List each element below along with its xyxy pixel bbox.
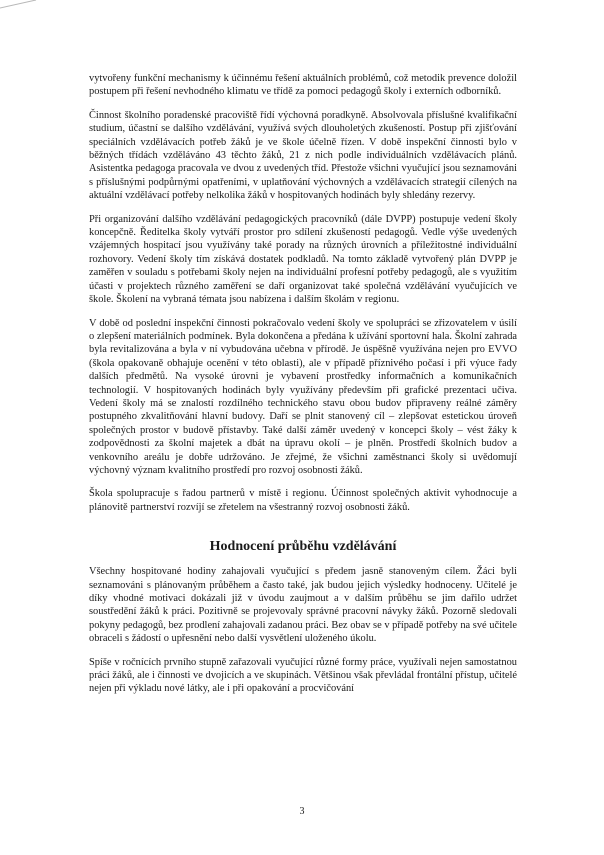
page-number: 3 xyxy=(299,806,305,817)
paragraph-3: Při organizování dalšího vzdělávání pedagogických pracovníků (dále DVPP) postupuje vedení školy koncepčně. Ředitelka školy vytváří prostor pro sdílení zkušeností pedagogů. Vedle výše uvedených vzájemných hospitací jsou využívány také porady na různých úrovních a příležitostné individuální rozhovory. Vedení školy tím získává dostatek podkladů. Na tomto základě vytvořený plán DVPP je zaměřen v souladu s potřebami školy nejen na individuální profesní potřeby pedagogů, ale s využitím účasti v projektech různého zaměření se daří organizovat také společná vzdělávání vyučujících ve škole. Školení na vybraná témata jsou nabízena i dalším školám v regionu. xyxy=(89,213,517,306)
paragraph-1: vytvořeny funkční mechanismy k účinnému řešení aktuálních problémů, což metodik prevence doložil postupem při řešení nevhodného klimatu ve třídě za pomoci pedagogů školy i externích odborníků. xyxy=(89,73,517,98)
page-corner-mark xyxy=(0,0,40,40)
paragraph-5: Škola spolupracuje s řadou partnerů v místě i regionu. Účinnost společných aktivit vyhodnocuje a plánovitě partnerství rozvíjí se zřetelem na všestranný rozvoj osobnosti žáků. xyxy=(89,488,517,513)
paragraph-6: Všechny hospitované hodiny zahajovali vyučující s předem jasně stanoveným cílem. Žáci byli seznamováni s plánovaným průběhem a často také, jak budou jejich výsledky hodnoceny. Učitelé je díky vhodné motivaci dokázali již v úvodu zaujmout a v dalším průběhu se jim dařilo udržet soustředění žáků k práci. Pozitivně se projevovaly správné pracovní návyky žáků. Pozorně sledovali pokyny pedagogů, bez prodlení zahajovali zadanou práci. Bez obav se v případě potřeby na své učitele obraceli s žádostí o upřesnění nebo další vysvětlení uloženého úkolu. xyxy=(89,566,517,645)
paragraph-2: Činnost školního poradenské pracoviště řídí výchovná poradkyně. Absolvovala příslušné kvalifikační studium, účastní se dalšího vzdělávání, využívá svých dlouholetých zkušeností. Postup při zjišťování speciálních vzdělávacích potřeb žáků je ve škole účelně řízen. V době inspekční činnosti bylo v běžných třídách vzděláváno 43 těchto žáků, 21 z nich podle individuálních vzdělávacích plánů. Asistentka pedagoga pracovala ve dvou z uvedených tříd. Přestože všichni vyučující jsou seznamováni s příslušnými podpůrnými opatřeními, v uplatňování výchovných a vzdělávacích strategií cílených na aktuální vzdělávací potřeby nelkolika žáků v hospitovaných hodinách byly shledány rezervy. xyxy=(89,109,517,202)
paragraph-4: V době od poslední inspekční činnosti pokračovalo vedení školy ve spolupráci se zřizovatelem v úsilí o zlepšení materiálních podmínek. Byla dokončena a předána k užívání sportovní hala. Školní zahrada byla revitalizována a byla v ní vybudována učebna v přírodě. Je úspěšně využívána nejen pro EVVO (škola opakovaně obhajuje ocenění v této oblasti), ale v případě příznivého počasí i při výuce řady dalších předmětů. Na vysoké úrovni je vybavení prostředky informačních a komunikačních technologií. V hospitovaných hodinách byly využívány především při grafické prezentaci učiva. Vedení školy má se znalostí rozdílného technického stavu obou budov připraveny reálné záměry postupného zkvalitňování hlavní budovy. Daří se plnit stanovený cíl – zlepšovat estetickou úroveň společných prostor v budově přístavby. Také další záměr uvedený v koncepci školy – vést žáky k zodpovědnosti za školní majetek a dbát na úpravu okolí – je plněn. Prostředí školních budov a venkovního areálu je dobře udržováno. Je zřejmé, že všichni zaměstnanci školy si uvědomují výchovný význam kvalitního prostředí pro rozvoj osobnosti žáků. xyxy=(89,317,517,476)
document-body xyxy=(89,72,517,706)
section-heading: Hodnocení průběhu vzdělávání xyxy=(209,539,397,555)
paragraph-7: Spíše v ročnících prvního stupně zařazovali vyučující různé formy práce, využívali nejen samostatnou práci žáků, ale i činnosti ve dvojicích a ve skupinách. Většinou však převládal frontální přístup, učitelé nejen při výkladu nové látky, ale i při opakování a procvičování xyxy=(89,656,517,695)
